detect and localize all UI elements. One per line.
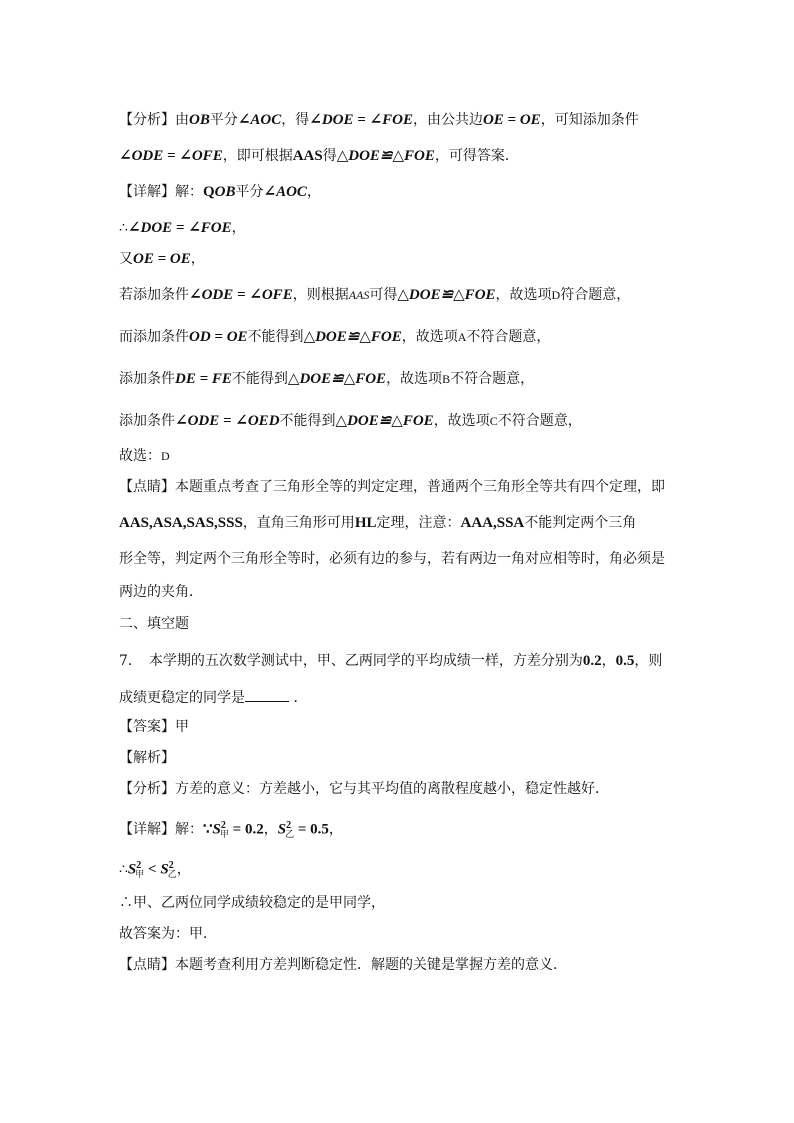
analysis-line: 【分析】方差的意义：方差越小，它与其平均值的离散程度越小，稳定性越好．: [119, 781, 609, 797]
solution-line-4: 若添加条件∠ODE = ∠OFE，则根据AAS可得△DOE≌△FOE，故选项D符合题意，: [119, 287, 631, 303]
section-heading: 二、填空题: [119, 616, 189, 632]
comment-line-2: AAS,ASA,SAS,SSS，直角三角形可用HL定理，注意：AAA,SSA不能判定两个三角: [119, 515, 637, 531]
question-7-line-2: 成绩更稳定的同学是 ．: [119, 690, 308, 706]
detail-line-1: 【详解】解：$\because S^2_甲 = 0.2$，$S^2_乙 = 0.5$，: [119, 820, 343, 841]
analysis-line-2: ∠ODE = ∠OFE，即可根据AAS得△DOE≌△FOE，可得答案．: [119, 148, 519, 164]
solution-line-1: 【详解】解：QOB平分∠AOC，: [119, 184, 321, 200]
choice-line: 故选：D: [119, 448, 170, 464]
answer-line: 【答案】甲: [119, 719, 189, 735]
solution-line-7: 添加条件∠ODE = ∠OED不能得到△DOE≌△FOE，故选项C不符合题意，: [119, 413, 582, 429]
solution-line-3: 又OE = OE，: [119, 251, 205, 267]
question-7-line-1: 7． 本学期的五次数学测试中，甲、乙两同学的平均成绩一样，方差分别为0.2，0.5，则: [119, 653, 663, 669]
detail-line-2: $\therefore S^2_甲 < S^2_乙$，: [119, 860, 191, 881]
solution-line-2: ∴∠DOE = ∠FOE，: [119, 220, 246, 236]
comment-line-4: 两边的夹角．: [119, 584, 203, 600]
comment-final: 【点睛】本题考查利用方差判断稳定性．解题的关键是掌握方差的意义．: [119, 957, 567, 973]
analysis-line-1: 【分析】由OB平分∠AOC，得∠DOE = ∠FOE，由公共边OE = OE，可知添加条件: [119, 112, 639, 128]
jiexi-heading: 【解析】: [119, 750, 175, 766]
solution-line-5: 而添加条件OD = OE不能得到△DOE≌△FOE，故选项A不符合题意，: [119, 329, 551, 345]
solution-line-6: 添加条件DE = FE不能得到△DOE≌△FOE，故选项B不符合题意，: [119, 371, 535, 387]
answer-blank: [245, 688, 289, 702]
detail-line-4: 故答案为：甲．: [119, 926, 217, 942]
comment-line-3: 形全等，判定两个三角形全等时，必须有边的参与，若有两边一角对应相等时，角必须是: [119, 551, 665, 567]
detail-line-3: ∴甲、乙两位同学成绩较稳定的是甲同学，: [119, 895, 385, 911]
comment-line-1: 【点睛】本题重点考查了三角形全等的判定定理，普通两个三角形全等共有四个定理，即: [119, 479, 665, 495]
